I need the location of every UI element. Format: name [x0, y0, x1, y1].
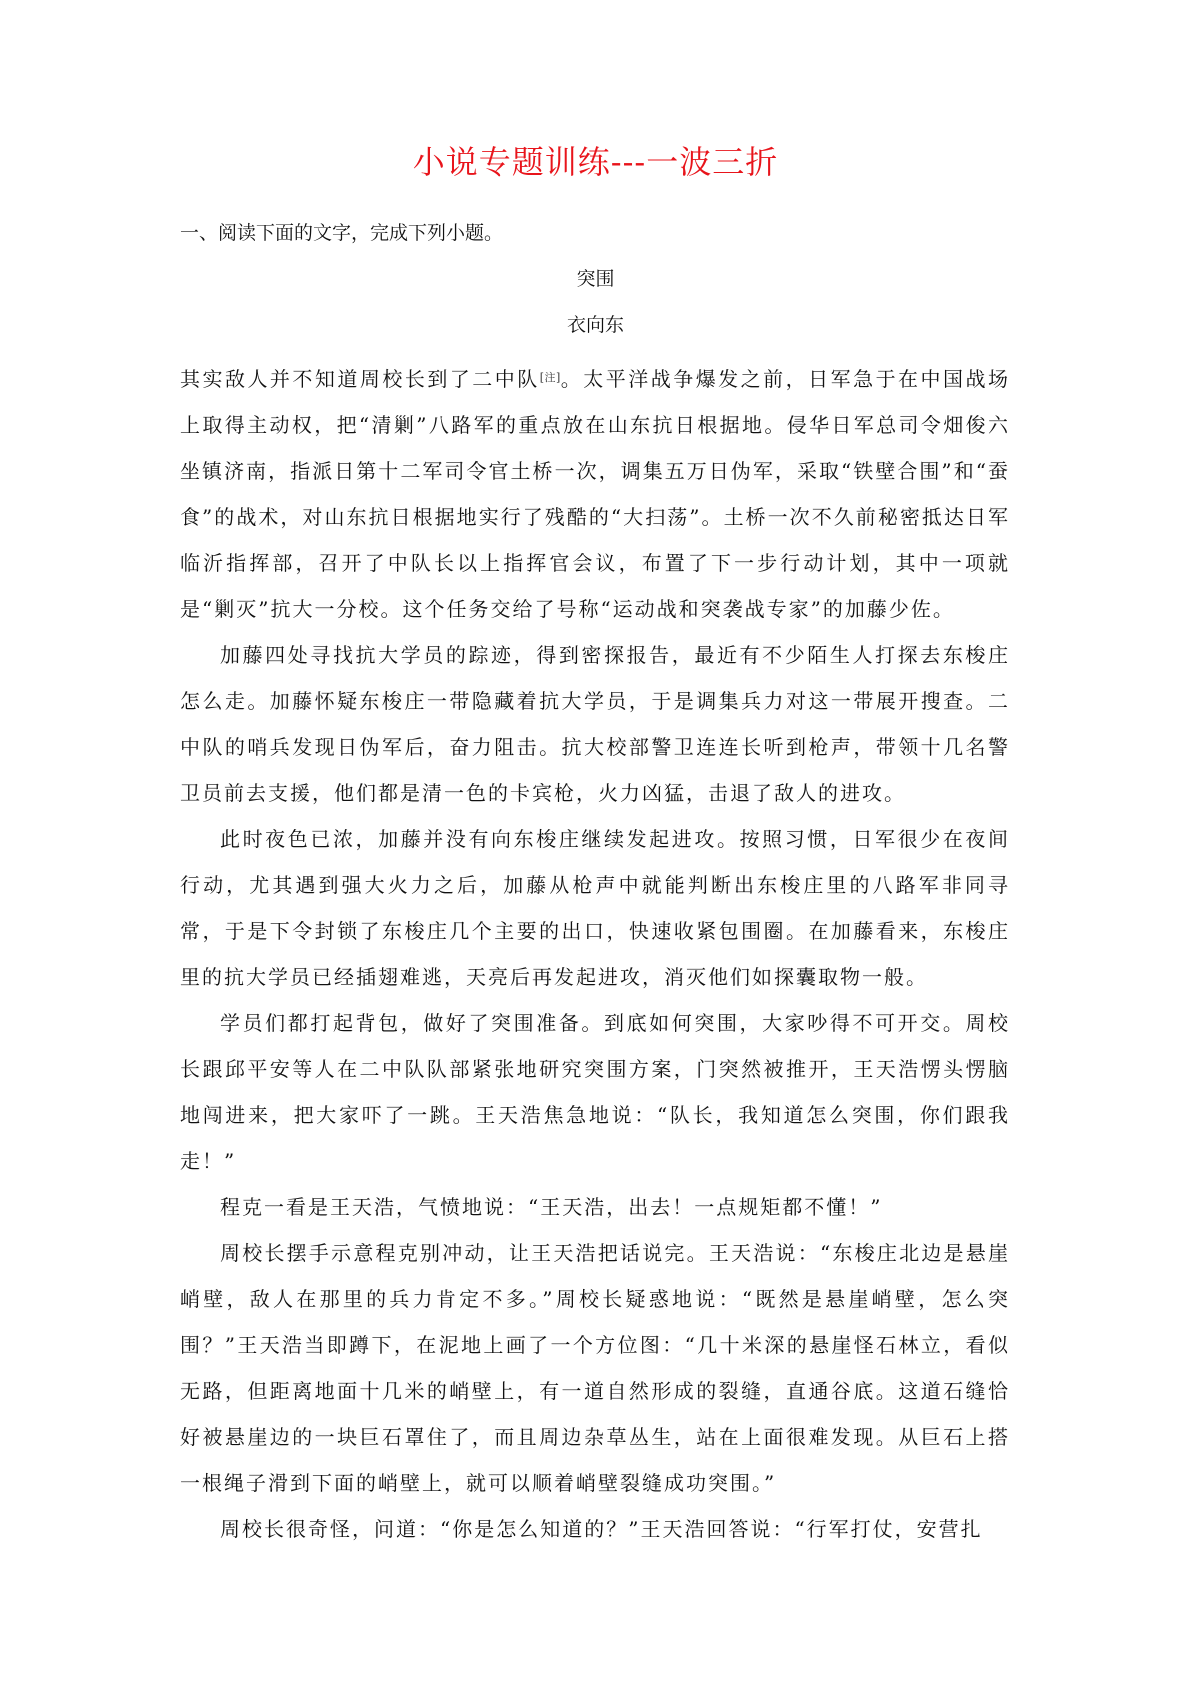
document-title: 小说专题训练---一波三折: [412, 143, 779, 181]
footnote-marker: [注]: [539, 371, 561, 384]
paragraph-4: 学员们都打起背包，做好了突围准备。到底如何突围，大家吵得不可开交。周校长跟邱平安等人在二中队队部紧张地研究突围方案，门突然被推开，王天浩愣头愣脑地闯进来，把大家吓了一跳。王天浩焦急地说：“队长，我知道怎么突围，你们跟我走！”: [180, 1011, 1010, 1173]
paragraph-1-before-note: 其实敌人并不知道周校长到了二中队: [180, 367, 540, 391]
story-body: [180, 355, 1010, 1552]
paragraph-7: 周校长很奇怪，问道：“你是怎么知道的？”王天浩回答说：“行军打仗，安营扎: [220, 1517, 983, 1541]
paragraph-6: 周校长摆手示意程克别冲动，让王天浩把话说完。王天浩说：“东梭庄北边是悬崖峭壁，敌人在那里的兵力肯定不多。”周校长疑惑地说：“既然是悬崖峭壁，怎么突围？”王天浩当即蹲下，在泥地上画了一个方位图：“几十米深的悬崖怪石林立，看似无路，但距离地面十几米的峭壁上，有一道自然形成的裂缝，直通谷底。这道石缝恰好被悬崖边的一块巨石罩住了，而且周边杂草丛生，站在上面很难发现。从巨石上搭一根绳子滑到下面的峭壁上，就可以顺着峭壁裂缝成功突围。”: [180, 1241, 1010, 1495]
paragraph-1: [180, 355, 1010, 632]
paragraph-1-after-note: 。太平洋战争爆发之前，日军急于在中国战场上取得主动权，把“清剿”八路军的重点放在山东抗日根据地。侵华日军总司令畑俊六坐镇济南，指派日第十二军司令官土桥一次，调集五万日伪军，采取“铁壁合围”和“蚕食”的战术，对山东抗日根据地实行了残酷的“大扫荡”。土桥一次不久前秘密抵达日军临沂指挥部，召开了中队长以上指挥官会议，布置了下一步行动计划，其中一项就是“剿灭”抗大一分校。这个任务交给了号称“运动战和突袭战专家”的加藤少佐。: [180, 367, 1010, 621]
paragraph-3: 此时夜色已浓，加藤并没有向东梭庄继续发起进攻。按照习惯，日军很少在夜间行动，尤其遇到强大火力之后，加藤从枪声中就能判断出东梭庄里的八路军非同寻常，于是下令封锁了东梭庄几个主要的出口，快速收紧包围圈。在加藤看来，东梭庄里的抗大学员已经插翅难逃，天亮后再发起进攻，消灭他们如探囊取物一般。: [180, 827, 1010, 989]
question-heading: 一、阅读下面的文字，完成下列小题。: [180, 222, 504, 244]
story-author: 衣向东: [566, 314, 624, 336]
story-title: 突围: [576, 268, 615, 290]
paragraph-5: 程克一看是王天浩，气愤地说：“王天浩，出去！一点规矩都不懂！”: [220, 1195, 883, 1219]
paragraph-2: 加藤四处寻找抗大学员的踪迹，得到密探报告，最近有不少陌生人打探去东梭庄怎么走。加藤怀疑东梭庄一带隐藏着抗大学员，于是调集兵力对这一带展开搜查。二中队的哨兵发现日伪军后，奋力阻击。抗大校部警卫连连长听到枪声，带领十几名警卫员前去支援，他们都是清一色的卡宾枪，火力凶猛，击退了敌人的进攻。: [180, 643, 1010, 805]
